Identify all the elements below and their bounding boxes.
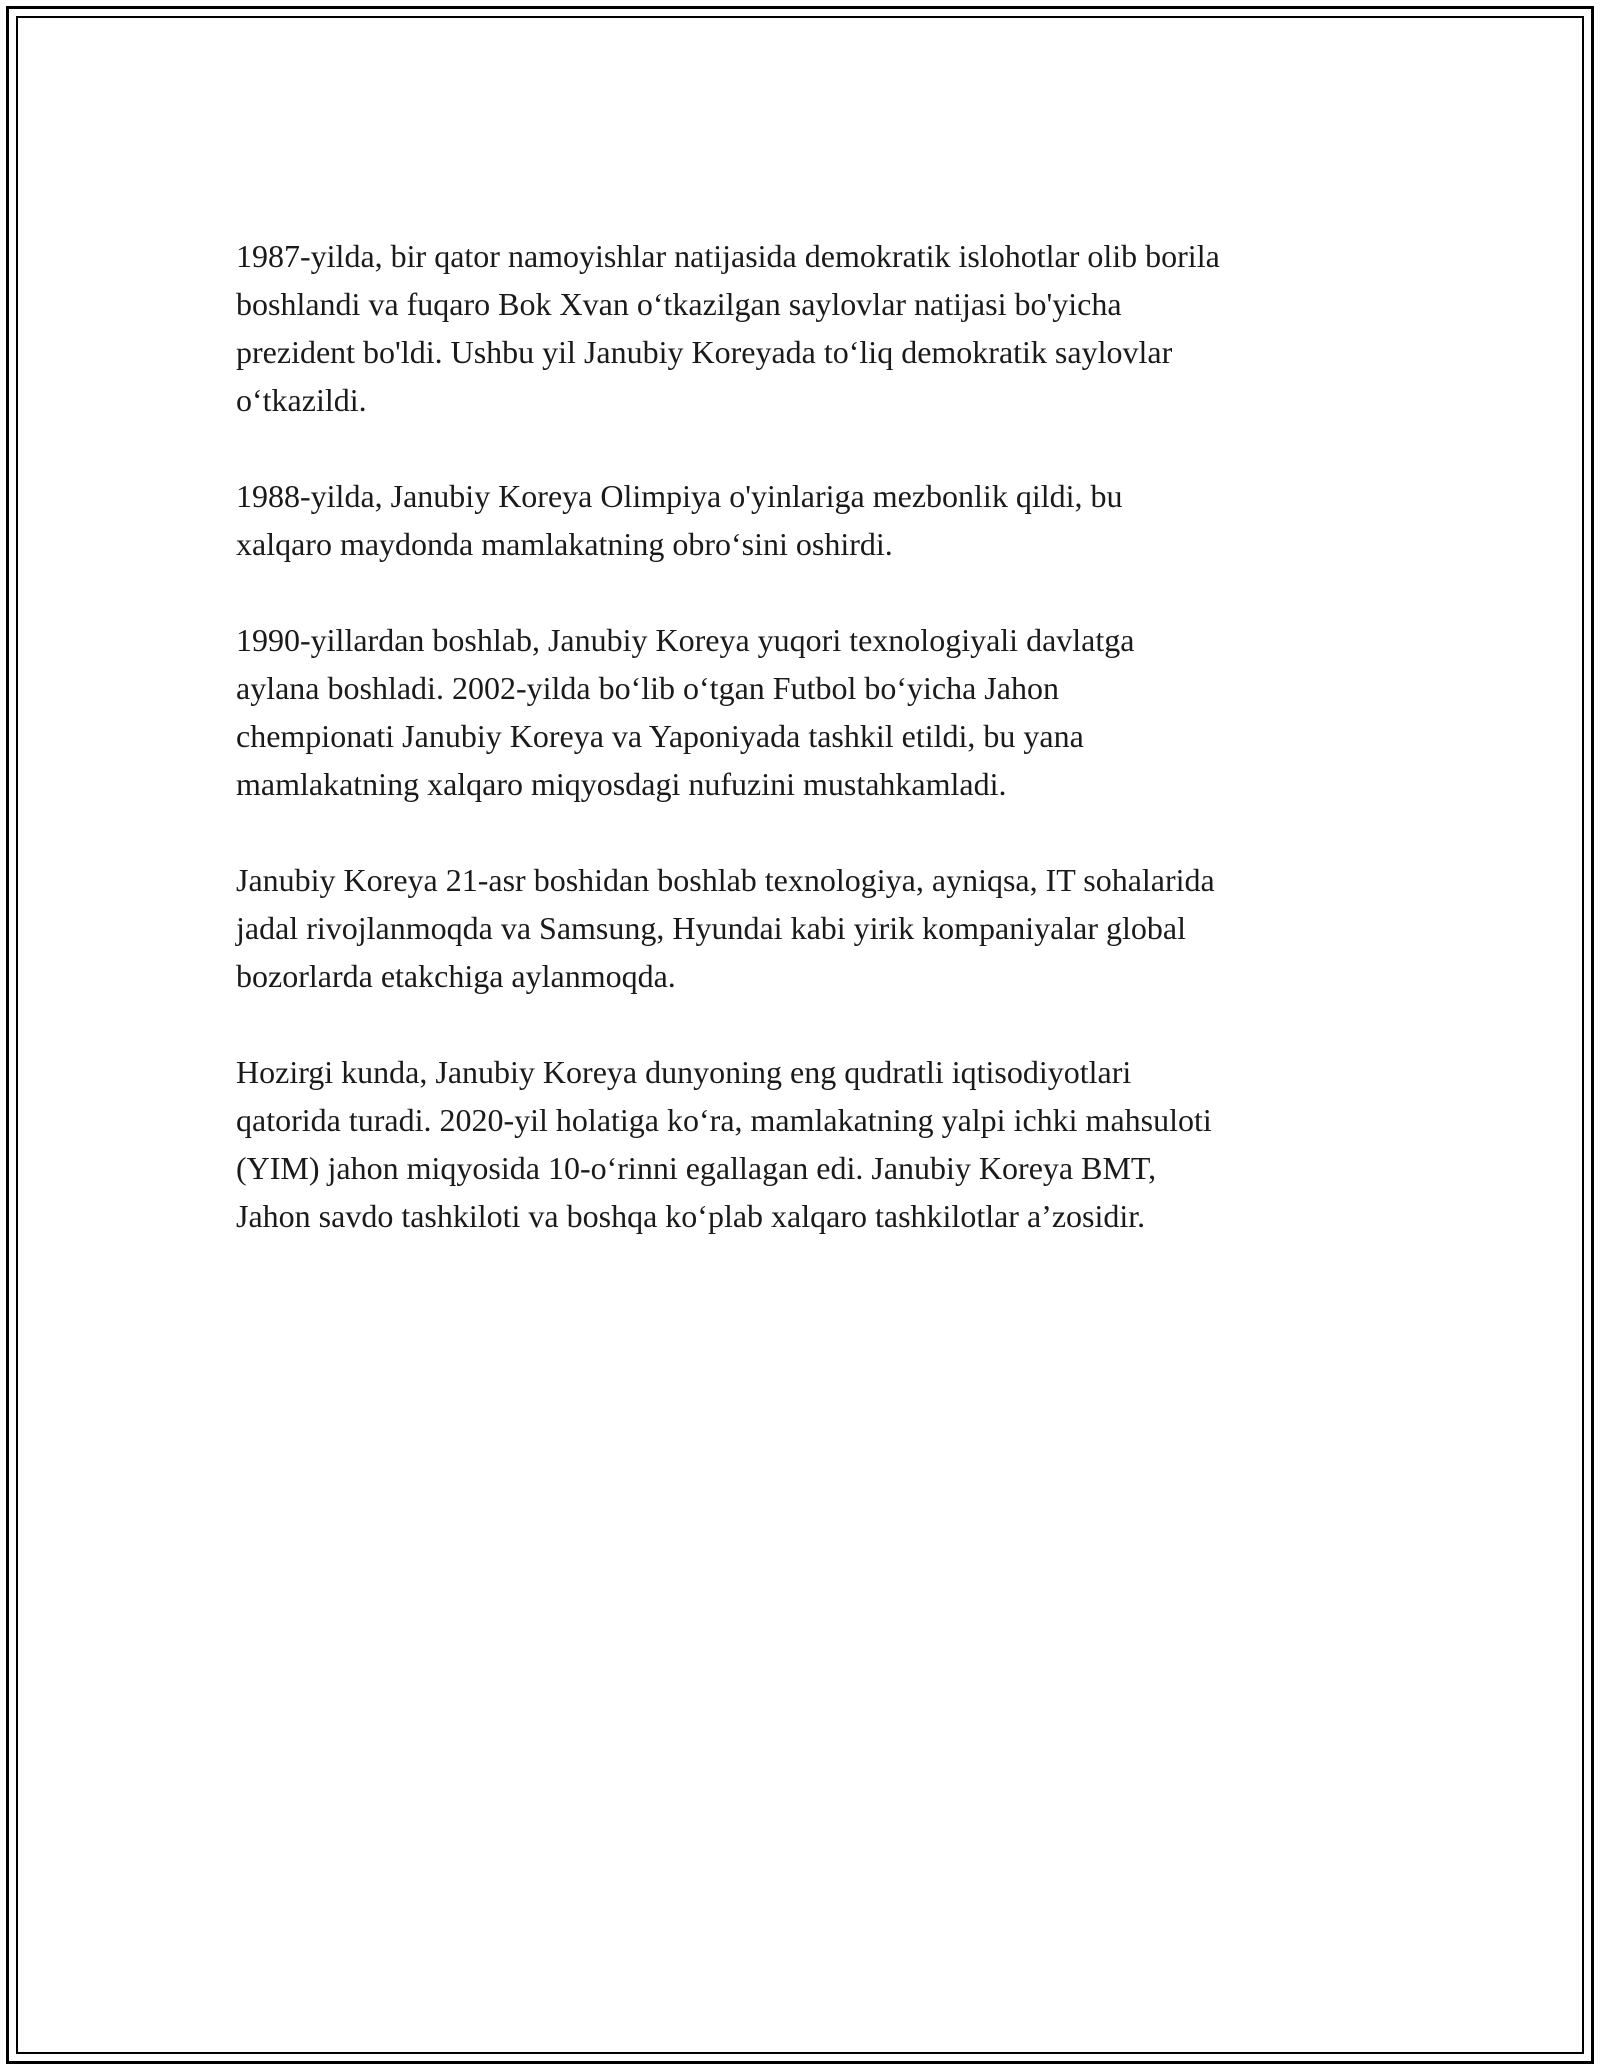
text-line: prezident bo'ldi. Ushbu yil Janubiy Koreyada to‘liq demokratik saylovlar [236, 334, 1173, 370]
document-body [236, 232, 1386, 1288]
text-line: Hozirgi kunda, Janubiy Koreya dunyoning eng qudratli iqtisodiyotlari [236, 1054, 1132, 1090]
text-line: o‘tkazildi. [236, 382, 367, 418]
text-line: (YIM) jahon miqyosida 10-o‘rinni egallagan edi. Janubiy Koreya BMT, [236, 1150, 1157, 1186]
text-line: Janubiy Koreya 21-asr boshidan boshlab texnologiya, ayniqsa, IT sohalarida [236, 862, 1215, 898]
text-line: 1990-yillardan boshlab, Janubiy Koreya yuqori texnologiyali davlatga [236, 622, 1135, 658]
paragraph-1988 [236, 472, 1386, 568]
text-line: chempionati Janubiy Koreya va Yaponiyada tashkil etildi, bu yana [236, 718, 1084, 754]
text-line: boshlandi va fuqaro Bok Xvan o‘tkazilgan saylovlar natijasi bo'yicha [236, 286, 1122, 322]
paragraph-present-day [236, 1048, 1386, 1240]
text-line: xalqaro maydonda mamlakatning obro‘sini oshirdi. [236, 526, 893, 562]
text-line: qatorida turadi. 2020-yil holatiga ko‘ra, mamlakatning yalpi ichki mahsuloti [236, 1102, 1212, 1138]
paragraph-21st-century [236, 856, 1386, 1000]
text-line: bozorlarda etakchiga aylanmoqda. [236, 958, 676, 994]
paragraph-1990s [236, 616, 1386, 808]
text-line: jadal rivojlanmoqda va Samsung, Hyundai kabi yirik kompaniyalar global [236, 910, 1187, 946]
text-line: 1987-yilda, bir qator namoyishlar natijasida demokratik islohotlar olib borila [236, 238, 1220, 274]
text-line: mamlakatning xalqaro miqyosdagi nufuzini mustahkamladi. [236, 766, 1007, 802]
text-line: 1988-yilda, Janubiy Koreya Olimpiya o'yinlariga mezbonlik qildi, bu [236, 478, 1123, 514]
text-line: aylana boshladi. 2002-yilda bo‘lib o‘tgan Futbol bo‘yicha Jahon [236, 670, 1059, 706]
paragraph-1987 [236, 232, 1386, 424]
text-line: Jahon savdo tashkiloti va boshqa ko‘plab xalqaro tashkilotlar a’zosidir. [236, 1198, 1146, 1234]
